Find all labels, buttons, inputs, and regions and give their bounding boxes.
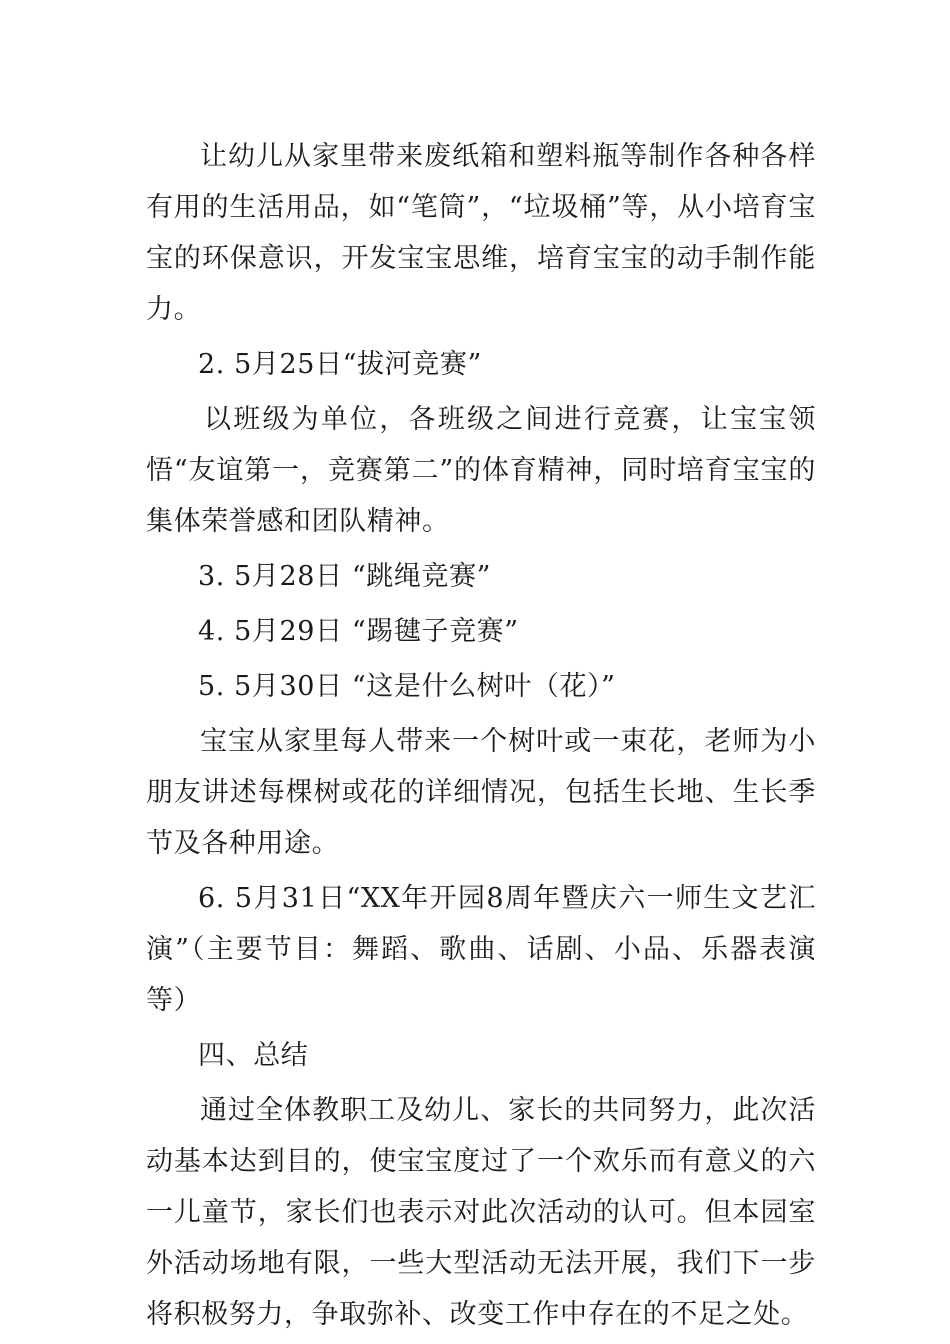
item-tug-of-war: 2. 5月25日“拔河竞赛” xyxy=(198,349,482,380)
paragraph-tug-of-war-desc: 以班级为单位，各班级之间进行竞赛，让宝宝领悟“友谊第一，竞赛第二”的体育精神，同时培育宝宝的集体荣誉感和团队精神。 xyxy=(146,404,816,537)
item-performance: 6. 5月31日“XX年开园8周年暨庆六一师生文艺汇演”（主要节目：舞蹈、歌曲、话剧、小品、乐器表演等） xyxy=(146,883,816,1016)
paragraph-summary: 通过全体教职工及幼儿、家长的共同努力，此次活动基本达到目的，使宝宝度过了一个欢乐而有意义的六一儿童节，家长们也表示对此次活动的认可。但本园室外活动场地有限，一些大型活动无法开展，我们下一步将积极努力，争取弥补、改变工作中存在的不足之处。 xyxy=(146,1095,816,1330)
section-heading-summary: 四、总结 xyxy=(198,1040,309,1071)
document-body xyxy=(146,131,816,1344)
paragraph-recycling-crafts: 让幼儿从家里带来废纸箱和塑料瓶等制作各种各样有用的生活用品，如“笔筒”，“垃圾桶”等，从小培育宝宝的环保意识，开发宝宝思维，培育宝宝的动手制作能力。 xyxy=(146,141,816,325)
item-rope-skipping: 3. 5月28日 “跳绳竞赛” xyxy=(198,561,492,592)
paragraph-leaf-flower-desc: 宝宝从家里每人带来一个树叶或一束花，老师为小朋友讲述每棵树或花的详细情况，包括生长地、生长季节及各种用途。 xyxy=(146,726,816,859)
item-leaf-flower: 5. 5月30日 “这是什么树叶（花）” xyxy=(198,671,616,702)
item-shuttlecock: 4. 5月29日 “踢毽子竞赛” xyxy=(198,616,519,647)
